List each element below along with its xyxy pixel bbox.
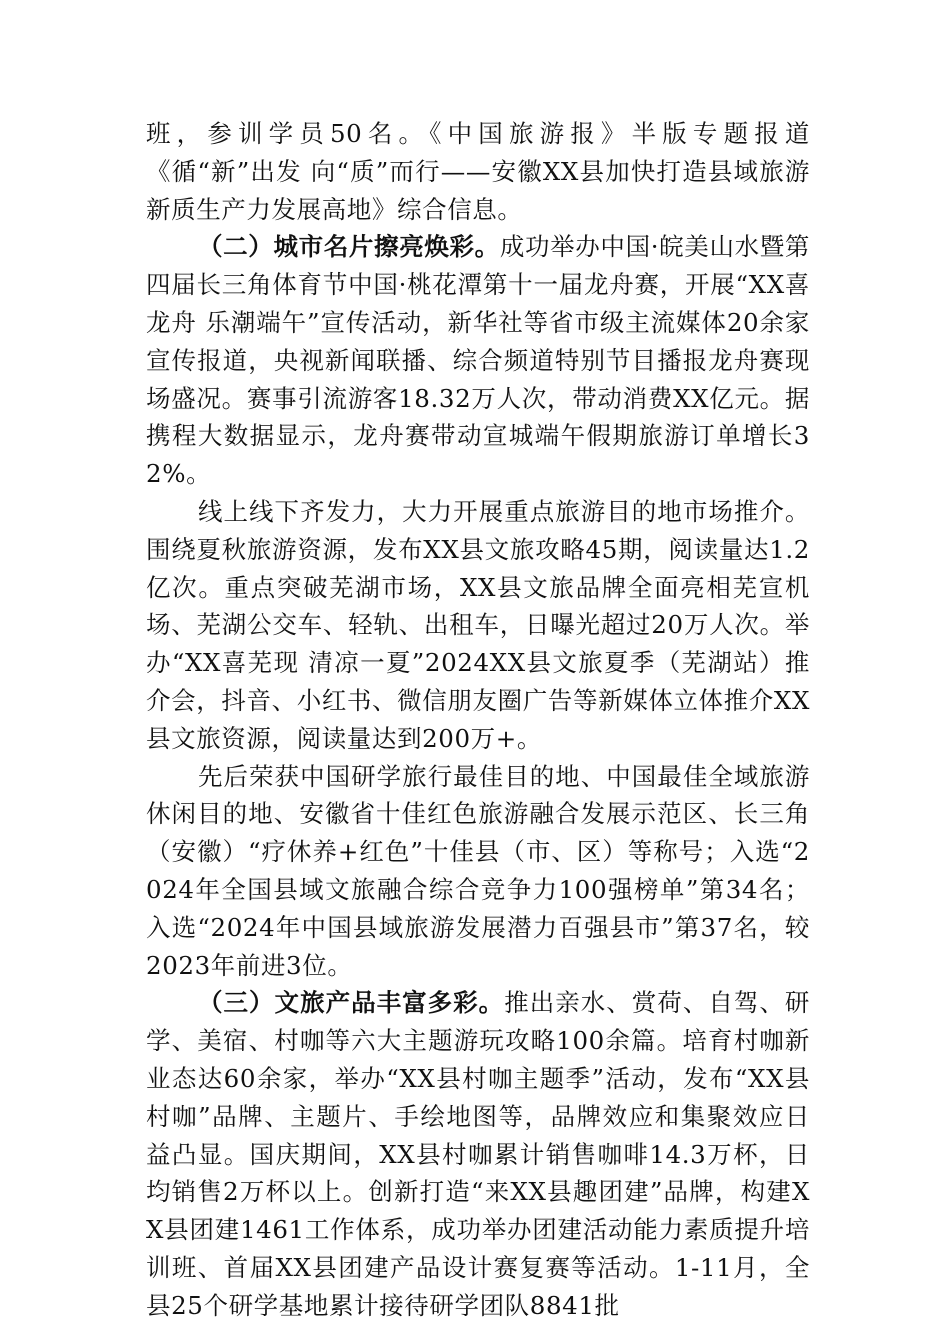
paragraph-2-text: 成功举办中国·皖美山水暨第四届长三角体育节中国·桃花潭第十一届龙舟赛，开展“XX喜龙舟 乐潮端午”宣传活动，新华社等省市级主流媒体20余家宣传报道，央视新闻联播、综合频道特别节目播报龙舟赛现场盛况。赛事引流游客18.32万人次，带动消费XX亿元。据携程大数据显示，龙舟赛带动宣城端午假期旅游订单增长32%。: [146, 232, 811, 489]
paragraph-2: [146, 228, 810, 493]
paragraph-4-text: 先后荣获中国研学旅行最佳目的地、中国最佳全域旅游休闲目的地、安徽省十佳红色旅游融合发展示范区、长三角（安徽）“疗休养+红色”十佳县（市、区）等称号；入选“2024年全国县域文旅融合综合竞争力100强榜单”第34名；入选“2024年中国县域旅游发展潜力百强县市”第37名，较2023年前进3位。: [146, 761, 810, 980]
paragraph-4: [146, 758, 810, 985]
paragraph-1-text: 班，参训学员50名。《中国旅游报》半版专题报道《循“新”出发 向“质”而行——安徽XX县加快打造县域旅游新质生产力发展高地》综合信息。: [146, 119, 810, 224]
paragraph-5: [146, 984, 810, 1324]
paragraph-3-text: 线上线下齐发力，大力开展重点旅游目的地市场推介。围绕夏秋旅游资源，发布XX县文旅攻略45期，阅读量达1.2亿次。重点突破芜湖市场，XX县文旅品牌全面亮相芜宣机场、芜湖公交车、轻轨、出租车，日曝光超过20万人次。举办“XX喜芜现 清凉一夏”2024XX县文旅夏季（芜湖站）推介会，抖音、小红书、微信朋友圈广告等新媒体立体推介XX县文旅资源，阅读量达到200万+。: [146, 496, 810, 753]
paragraph-1: [146, 115, 810, 228]
document-body: [146, 115, 810, 1325]
section-heading-city-card: （二）城市名片擦亮焕彩。: [198, 232, 500, 262]
paragraph-3: [146, 493, 810, 758]
paragraph-5-text: 推出亲水、赏荷、自驾、研学、美宿、村咖等六大主题游玩攻略100余篇。培育村咖新业态达60余家，举办“XX县村咖主题季”活动，发布“XX县村咖”品牌、主题片、手绘地图等，品牌效应和集聚效应日益凸显。国庆期间，XX县村咖累计销售咖啡14.3万杯，日均销售2万杯以上。创新打造“来XX县趣团建”品牌，构建XX县团建1461工作体系，成功举办团建活动能力素质提升培训班、首届XX县团建产品设计赛复赛等活动。1-11月，全县25个研学基地累计接待研学团队8841批: [146, 988, 811, 1320]
section-heading-products: （三）文旅产品丰富多彩。: [198, 988, 505, 1018]
